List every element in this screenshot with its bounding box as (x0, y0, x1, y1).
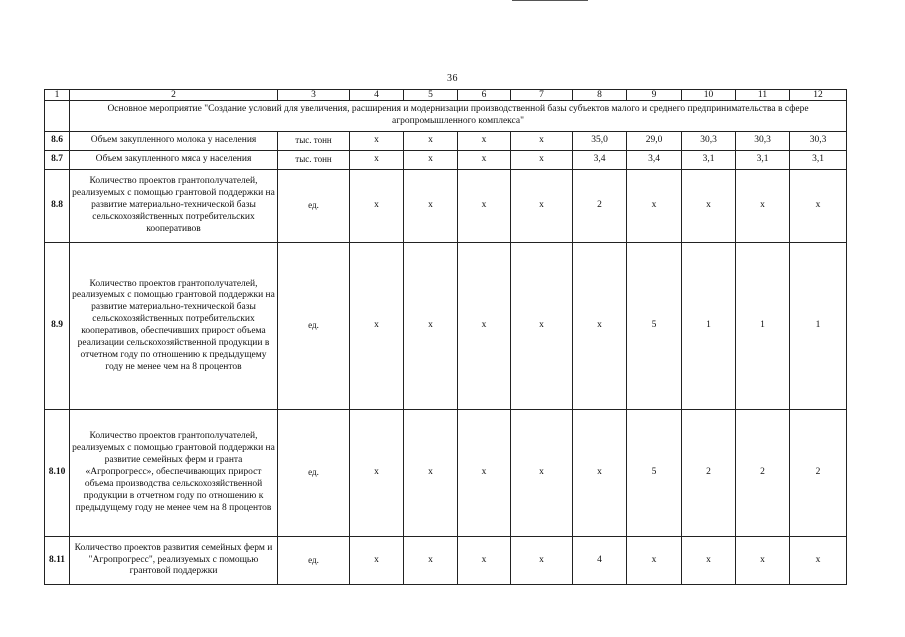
value-cell-col-7: х (511, 537, 573, 585)
row-number: 8.10 (45, 410, 70, 537)
column-number-12: 12 (790, 90, 847, 101)
value-cell-col-9: 5 (627, 410, 682, 537)
unit-of-measure: ед. (278, 170, 350, 243)
unit-of-measure: тыс. тонн (278, 132, 350, 151)
value-cell-col-9: х (627, 537, 682, 585)
indicator-name: Количество проектов развития семейных ферм и "Агропрогресс", реализуемых с помощью грантовой поддержки (70, 537, 278, 585)
value-cell-col-12: 3,1 (790, 151, 847, 170)
row-number: 8.7 (45, 151, 70, 170)
value-cell-col-5: х (404, 170, 458, 243)
value-cell-col-12: 30,3 (790, 132, 847, 151)
unit-of-measure: тыс. тонн (278, 151, 350, 170)
value-cell-col-6: х (458, 170, 511, 243)
value-cell-col-11: 3,1 (736, 151, 790, 170)
value-cell-col-9: 29,0 (627, 132, 682, 151)
value-cell-col-9: х (627, 170, 682, 243)
value-cell-col-8: х (573, 243, 627, 410)
page-number: 36 (447, 73, 458, 84)
value-cell-col-11: 1 (736, 243, 790, 410)
value-cell-col-6: х (458, 151, 511, 170)
value-cell-col-12: х (790, 170, 847, 243)
indicator-name: Объем закупленного мяса у населения (70, 151, 278, 170)
value-cell-col-12: 2 (790, 410, 847, 537)
value-cell-col-10: 2 (682, 410, 736, 537)
value-cell-col-10: 3,1 (682, 151, 736, 170)
unit-of-measure: ед. (278, 243, 350, 410)
value-cell-col-8: 35,0 (573, 132, 627, 151)
column-number-11: 11 (736, 90, 790, 101)
column-number-5: 5 (404, 90, 458, 101)
table-row (45, 170, 847, 243)
section-num-cell (45, 101, 70, 132)
value-cell-col-4: х (350, 410, 404, 537)
value-cell-col-9: 5 (627, 243, 682, 410)
table-row (45, 537, 847, 585)
column-number-1: 1 (45, 90, 70, 101)
table-row (45, 243, 847, 410)
column-number-2: 2 (70, 90, 278, 101)
indicator-name: Количество проектов грантополучателей, реализуемых с помощью грантовой поддержки на развитие материально-технической базы сельскохозяйственных потребительских кооперативов (70, 170, 278, 243)
value-cell-col-12: х (790, 537, 847, 585)
value-cell-col-6: х (458, 132, 511, 151)
row-number: 8.6 (45, 132, 70, 151)
value-cell-col-12: 1 (790, 243, 847, 410)
value-cell-col-5: х (404, 537, 458, 585)
column-number-9: 9 (627, 90, 682, 101)
value-cell-col-10: х (682, 170, 736, 243)
value-cell-col-9: 3,4 (627, 151, 682, 170)
value-cell-col-8: 2 (573, 170, 627, 243)
indicators-table (44, 89, 847, 585)
value-cell-col-5: х (404, 410, 458, 537)
value-cell-col-8: 4 (573, 537, 627, 585)
value-cell-col-4: х (350, 243, 404, 410)
value-cell-col-11: х (736, 170, 790, 243)
value-cell-col-7: х (511, 132, 573, 151)
value-cell-col-5: х (404, 132, 458, 151)
value-cell-col-11: 2 (736, 410, 790, 537)
value-cell-col-6: х (458, 243, 511, 410)
value-cell-col-4: х (350, 151, 404, 170)
scan-artifact-line (512, 0, 588, 1)
column-numbers-row (45, 90, 847, 101)
value-cell-col-6: х (458, 410, 511, 537)
value-cell-col-5: х (404, 243, 458, 410)
value-cell-col-8: х (573, 410, 627, 537)
value-cell-col-4: х (350, 537, 404, 585)
value-cell-col-8: 3,4 (573, 151, 627, 170)
value-cell-col-7: х (511, 243, 573, 410)
unit-of-measure: ед. (278, 537, 350, 585)
row-number: 8.9 (45, 243, 70, 410)
value-cell-col-7: х (511, 410, 573, 537)
table-body (45, 90, 847, 585)
value-cell-col-4: х (350, 132, 404, 151)
section-row (45, 101, 847, 132)
value-cell-col-4: х (350, 170, 404, 243)
column-number-3: 3 (278, 90, 350, 101)
indicator-name: Количество проектов грантополучателей, реализуемых с помощью грантовой поддержки на развитие материально-технической базы сельскохозяйственных потребительских кооперативов, обеспечивших прирост объема реализации сельскохозяйственной продукции в отчетном году по отношению к предыдущему году не менее чем на 8 процентов (70, 243, 278, 410)
row-number: 8.11 (45, 537, 70, 585)
value-cell-col-11: 30,3 (736, 132, 790, 151)
value-cell-col-6: х (458, 537, 511, 585)
value-cell-col-10: 30,3 (682, 132, 736, 151)
column-number-8: 8 (573, 90, 627, 101)
value-cell-col-11: х (736, 537, 790, 585)
table-row (45, 132, 847, 151)
value-cell-col-7: х (511, 151, 573, 170)
value-cell-col-5: х (404, 151, 458, 170)
section-title: Основное мероприятие "Создание условий для увеличения, расширения и модернизации производственной базы субъектов малого и среднего предпринимательства в сфере агропромышленного комплекса" (70, 101, 847, 132)
column-number-4: 4 (350, 90, 404, 101)
value-cell-col-10: х (682, 537, 736, 585)
column-number-10: 10 (682, 90, 736, 101)
column-number-6: 6 (458, 90, 511, 101)
unit-of-measure: ед. (278, 410, 350, 537)
column-number-7: 7 (511, 90, 573, 101)
row-number: 8.8 (45, 170, 70, 243)
value-cell-col-7: х (511, 170, 573, 243)
indicator-name: Объем закупленного молока у населения (70, 132, 278, 151)
table-row (45, 151, 847, 170)
indicator-name: Количество проектов грантополучателей, реализуемых с помощью грантовой поддержки на развитие семейных ферм и гранта «Агропрогресс», обеспечивающих прирост объема производства сельскохозяйственной продукции в отчетном году по отношению к предыдущему году не менее чем на 8 процентов (70, 410, 278, 537)
value-cell-col-10: 1 (682, 243, 736, 410)
table-row (45, 410, 847, 537)
